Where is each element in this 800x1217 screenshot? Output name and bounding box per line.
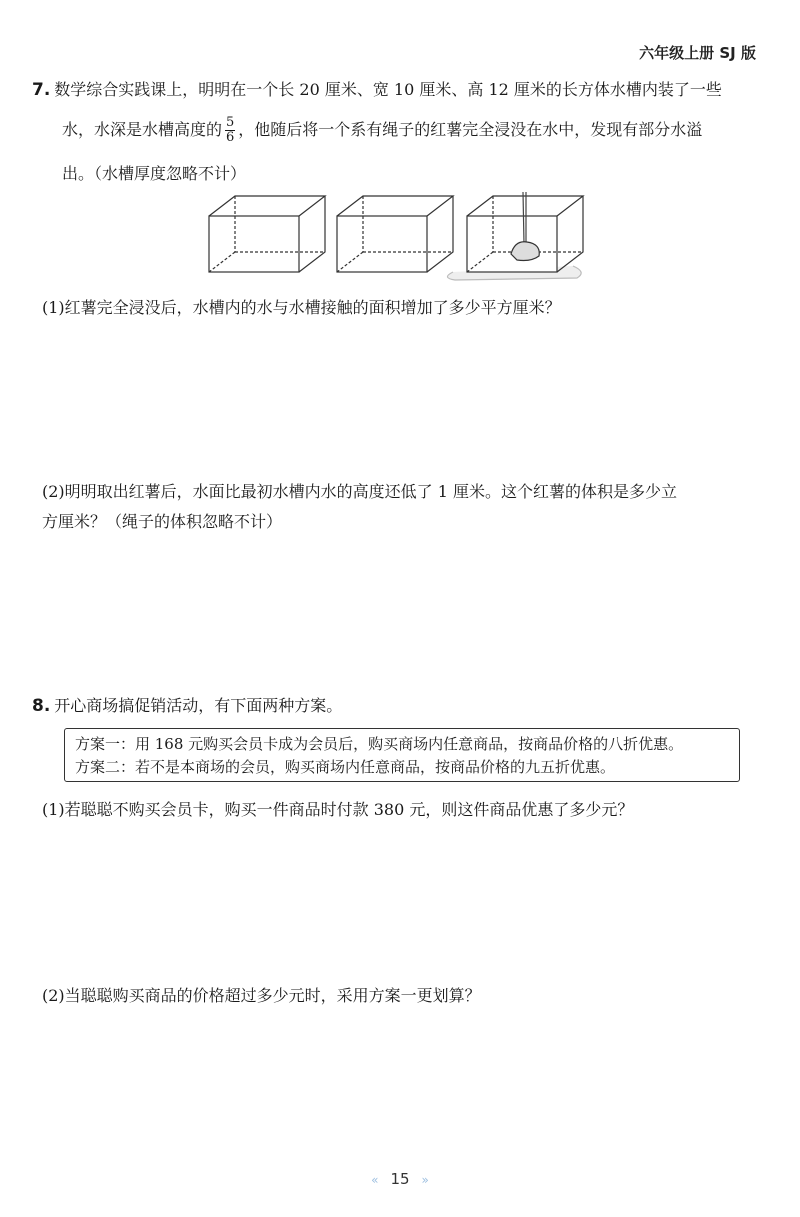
book-edition-label: 六年级上册 SJ 版 — [639, 44, 756, 62]
water-tank-illustrations — [205, 192, 585, 282]
question-8-intro: 开心商场搞促销活动，有下面两种方案。 — [54, 696, 343, 715]
question-8-number: 8. — [32, 696, 51, 716]
question-7-text-2b: ，他随后将一个系有绳子的红薯完全浸没在水中，发现有部分水溢 — [238, 120, 703, 139]
question-7-line-1 — [32, 78, 722, 102]
question-8-part-2: (2)当聪聪购买商品的价格超过多少元时，采用方案一更划算？ — [42, 986, 481, 1005]
question-7-line-2 — [62, 116, 702, 145]
question-8-part-1: (1)若聪聪不购买会员卡，购买一件商品时付款 380 元，则这件商品优惠了多少元？ — [42, 800, 634, 819]
promotion-plans-box — [64, 728, 740, 782]
page-footer — [0, 1170, 800, 1188]
right-decoration-icon: » — [421, 1173, 429, 1187]
question-7-number: 7. — [32, 80, 51, 100]
question-7-part-1: (1)红薯完全浸没后，水槽内的水与水槽接触的面积增加了多少平方厘米？ — [42, 298, 561, 317]
question-7-line-3: 出。（水槽厚度忽略不计） — [62, 164, 247, 183]
page-number: 15 — [390, 1170, 410, 1188]
question-7-text-1: 数学综合实践课上，明明在一个长 20 厘米、宽 10 厘米、高 12 厘米的长方体水槽内装了一些 — [54, 80, 722, 99]
fraction-five-sixths — [225, 116, 235, 145]
question-7-text-2a: 水，水深是水槽高度的 — [62, 120, 223, 139]
left-decoration-icon: « — [371, 1173, 379, 1187]
tank-illustration-1 — [209, 196, 325, 272]
fraction-numerator: 5 — [226, 115, 235, 130]
plan-one: 方案一：用 168 元购买会员卡成为会员后，购买商场内任意商品，按商品价格的八折优惠。 — [75, 735, 684, 753]
tank-illustration-2 — [337, 196, 453, 272]
plan-two: 方案二：若不是本商场的会员，购买商场内任意商品，按商品价格的九五折优惠。 — [75, 758, 616, 776]
tank-illustration-3-with-sweet-potato — [447, 192, 583, 280]
fraction-denominator: 6 — [226, 130, 235, 145]
question-7-part-2-line-2: 方厘米？（绳子的体积忽略不计） — [42, 512, 283, 531]
question-8-line-1 — [32, 694, 342, 718]
question-7-part-2-line-1: (2)明明取出红薯后，水面比最初水槽内水的高度还低了 1 厘米。这个红薯的体积是多少立 — [42, 482, 678, 501]
